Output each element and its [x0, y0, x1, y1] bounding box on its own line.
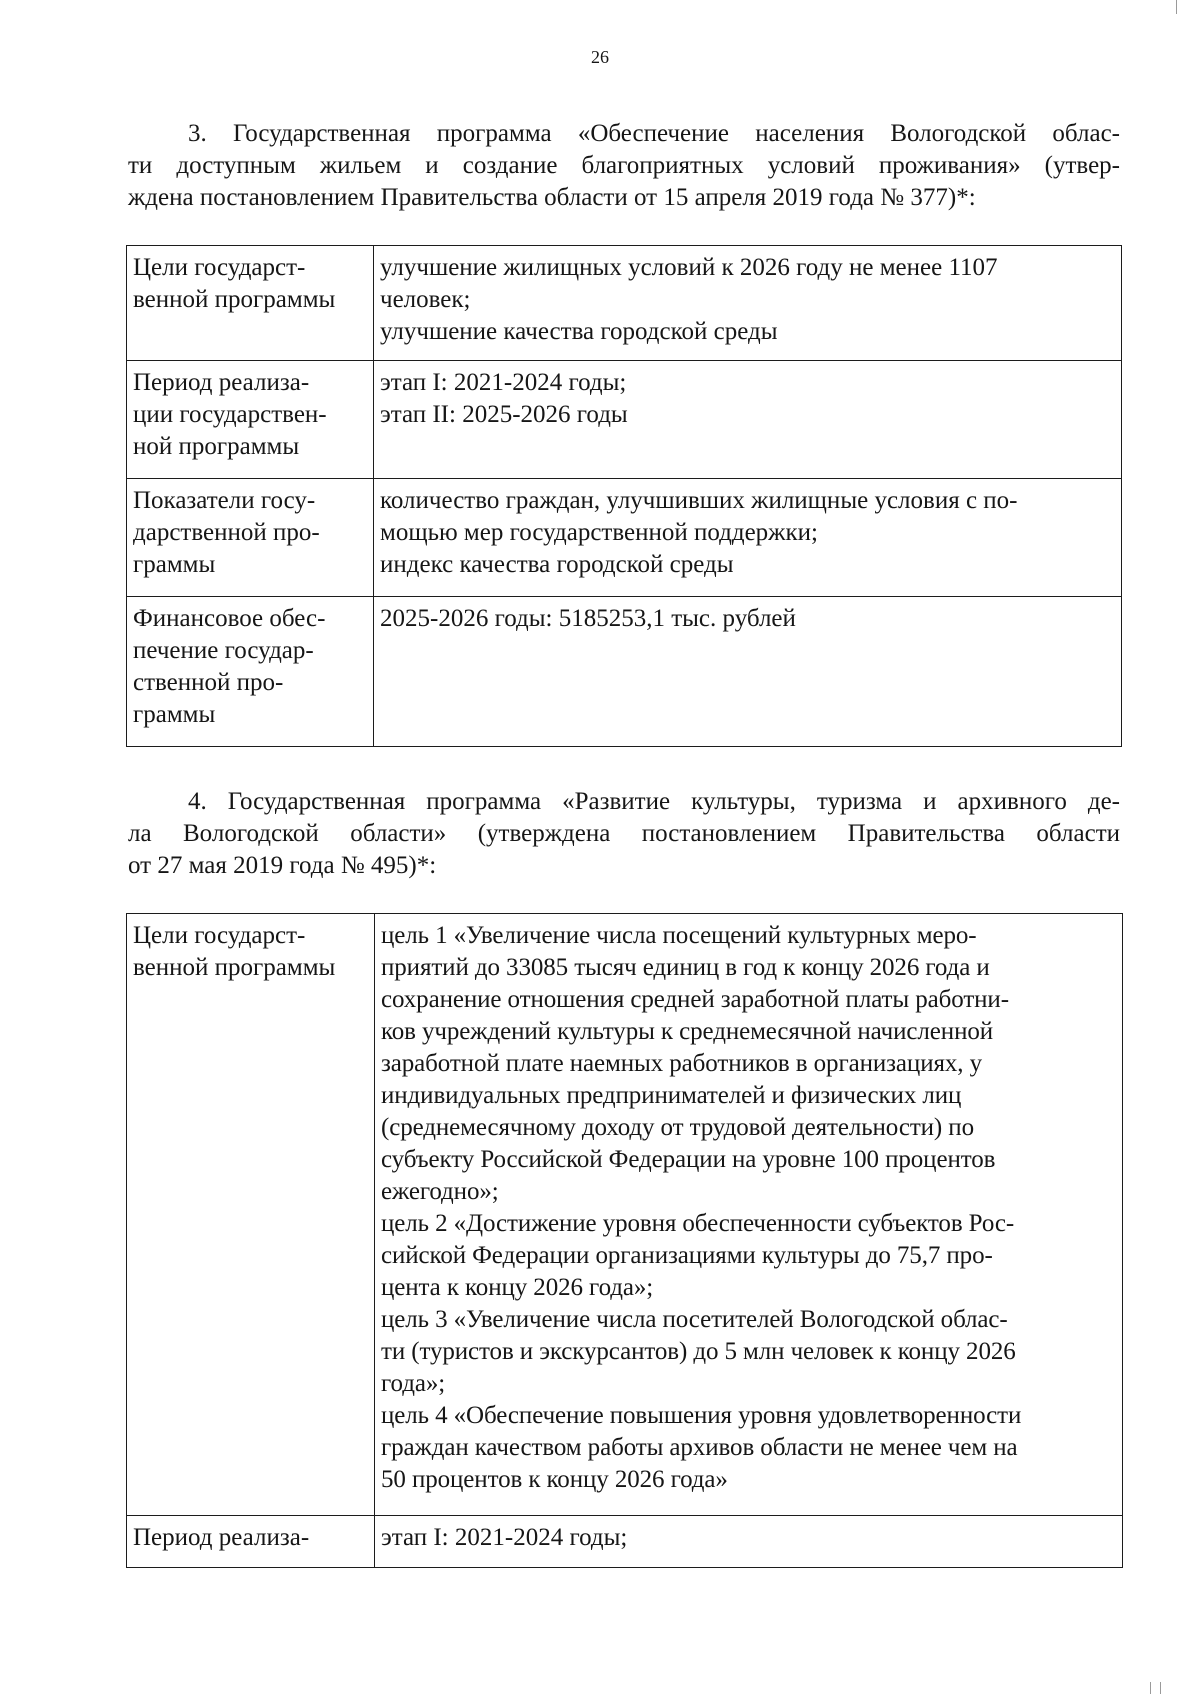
row-label-line: венной программы: [133, 954, 336, 981]
section-3-heading-line: ти доступным жильем и создание благоприятных условий проживания» (утвер-: [128, 152, 1120, 179]
row-value-line: приятий до 33085 тысяч единиц в год к концу 2026 года и: [381, 954, 990, 981]
row-value-line: улучшение качества городской среды: [380, 318, 778, 345]
row-value-cell: [374, 479, 1122, 597]
scan-edge-mark: [1150, 1682, 1151, 1694]
row-label-line: печение государ-: [133, 637, 314, 664]
row-label-cell: [127, 914, 375, 1516]
row-value-line: ежегодно»;: [381, 1178, 499, 1205]
row-value-line: цента к концу 2026 года»;: [381, 1274, 654, 1301]
row-value-line: этап I: 2021-2024 годы;: [381, 1524, 628, 1551]
row-value-cell: [374, 361, 1122, 479]
row-value-line: улучшение жилищных условий к 2026 году не менее 1107: [380, 254, 998, 281]
row-label-line: Цели государст-: [133, 922, 306, 949]
row-value-line: ти (туристов и экскурсантов) до 5 млн человек к концу 2026: [381, 1338, 1016, 1365]
section-3-heading-line: ждена постановлением Правительства области от 15 апреля 2019 года № 377)*:: [128, 184, 976, 211]
row-value-line: 50 процентов к концу 2026 года»: [381, 1466, 728, 1493]
row-label-line: Финансовое обес-: [133, 605, 326, 632]
row-value-line: ков учреждений культуры к среднемесячной начисленной: [381, 1018, 994, 1045]
table-row: [127, 914, 1123, 1516]
row-label-cell: [127, 246, 374, 361]
row-value-line: сийской Федерации организациями культуры до 75,7 про-: [381, 1242, 993, 1269]
row-value-line: года»;: [381, 1370, 446, 1397]
table-row: [127, 1516, 1123, 1568]
section-3-heading-line: 3. Государственная программа «Обеспечение населения Вологодской облас-: [188, 120, 1120, 147]
row-label-line: дарственной про-: [133, 519, 320, 546]
section-3-heading: [128, 118, 1120, 214]
row-label-line: Показатели госу-: [133, 487, 316, 514]
row-value-line: цель 1 «Увеличение числа посещений культурных меро-: [381, 922, 977, 949]
section-4-heading-line: от 27 мая 2019 года № 495)*:: [128, 852, 437, 879]
row-value-line: цель 2 «Достижение уровня обеспеченности субъектов Рос-: [381, 1210, 1015, 1237]
row-label-line: Период реализа-: [133, 1524, 310, 1551]
row-value-cell: [374, 597, 1122, 747]
scan-edge-mark: [1176, 0, 1177, 14]
row-value-line: индекс качества городской среды: [380, 551, 734, 578]
program-3-passport-table: [126, 245, 1122, 747]
scan-edge-mark: [1160, 1682, 1161, 1694]
row-value-line: мощью мер государственной поддержки;: [380, 519, 818, 546]
row-label-cell: [127, 1516, 375, 1568]
row-value-line: (среднемесячному доходу от трудовой деятельности) по: [381, 1114, 974, 1141]
section-4-heading: [128, 786, 1120, 882]
row-value-line: этап II: 2025-2026 годы: [380, 401, 628, 428]
row-label-line: граммы: [133, 701, 216, 728]
row-label-line: венной программы: [133, 286, 336, 313]
row-label-cell: [127, 597, 374, 747]
row-value-line: этап I: 2021-2024 годы;: [380, 369, 627, 396]
section-4-heading-line: ла Вологодской области» (утверждена постановлением Правительства области: [128, 820, 1120, 847]
row-label-line: ции государствен-: [133, 401, 327, 428]
program-4-passport-table: [126, 913, 1123, 1568]
row-value-line: цель 4 «Обеспечение повышения уровня удовлетворенности: [381, 1402, 1022, 1429]
row-value-line: индивидуальных предпринимателей и физических лиц: [381, 1082, 962, 1109]
row-label-line: ственной про-: [133, 669, 284, 696]
row-value-cell: [375, 914, 1123, 1516]
row-value-cell: [374, 246, 1122, 361]
row-label-cell: [127, 361, 374, 479]
row-label-line: граммы: [133, 551, 216, 578]
row-value-line: сохранение отношения средней заработной платы работни-: [381, 986, 1009, 1013]
row-value-line: цель 3 «Увеличение числа посетителей Вологодской облас-: [381, 1306, 1008, 1333]
row-label-cell: [127, 479, 374, 597]
row-label-line: Период реализа-: [133, 369, 310, 396]
row-value-line: человек;: [380, 286, 471, 313]
row-value-line: 2025-2026 годы: 5185253,1 тыс. рублей: [380, 605, 796, 632]
row-value-line: количество граждан, улучшивших жилищные условия с по-: [380, 487, 1018, 514]
table-row: [127, 479, 1122, 597]
row-value-line: граждан качеством работы архивов области не менее чем на: [381, 1434, 1018, 1461]
row-label-line: ной программы: [133, 433, 300, 460]
row-value-line: субъекту Российской Федерации на уровне 100 процентов: [381, 1146, 996, 1173]
row-value-cell: [375, 1516, 1123, 1568]
table-row: [127, 361, 1122, 479]
table-row: [127, 597, 1122, 747]
page-number: 26: [591, 47, 609, 67]
row-label-line: Цели государст-: [133, 254, 306, 281]
table-row: [127, 246, 1122, 361]
row-value-line: заработной плате наемных работников в организациях, у: [381, 1050, 982, 1077]
section-4-heading-line: 4. Государственная программа «Развитие культуры, туризма и архивного де-: [188, 788, 1120, 815]
